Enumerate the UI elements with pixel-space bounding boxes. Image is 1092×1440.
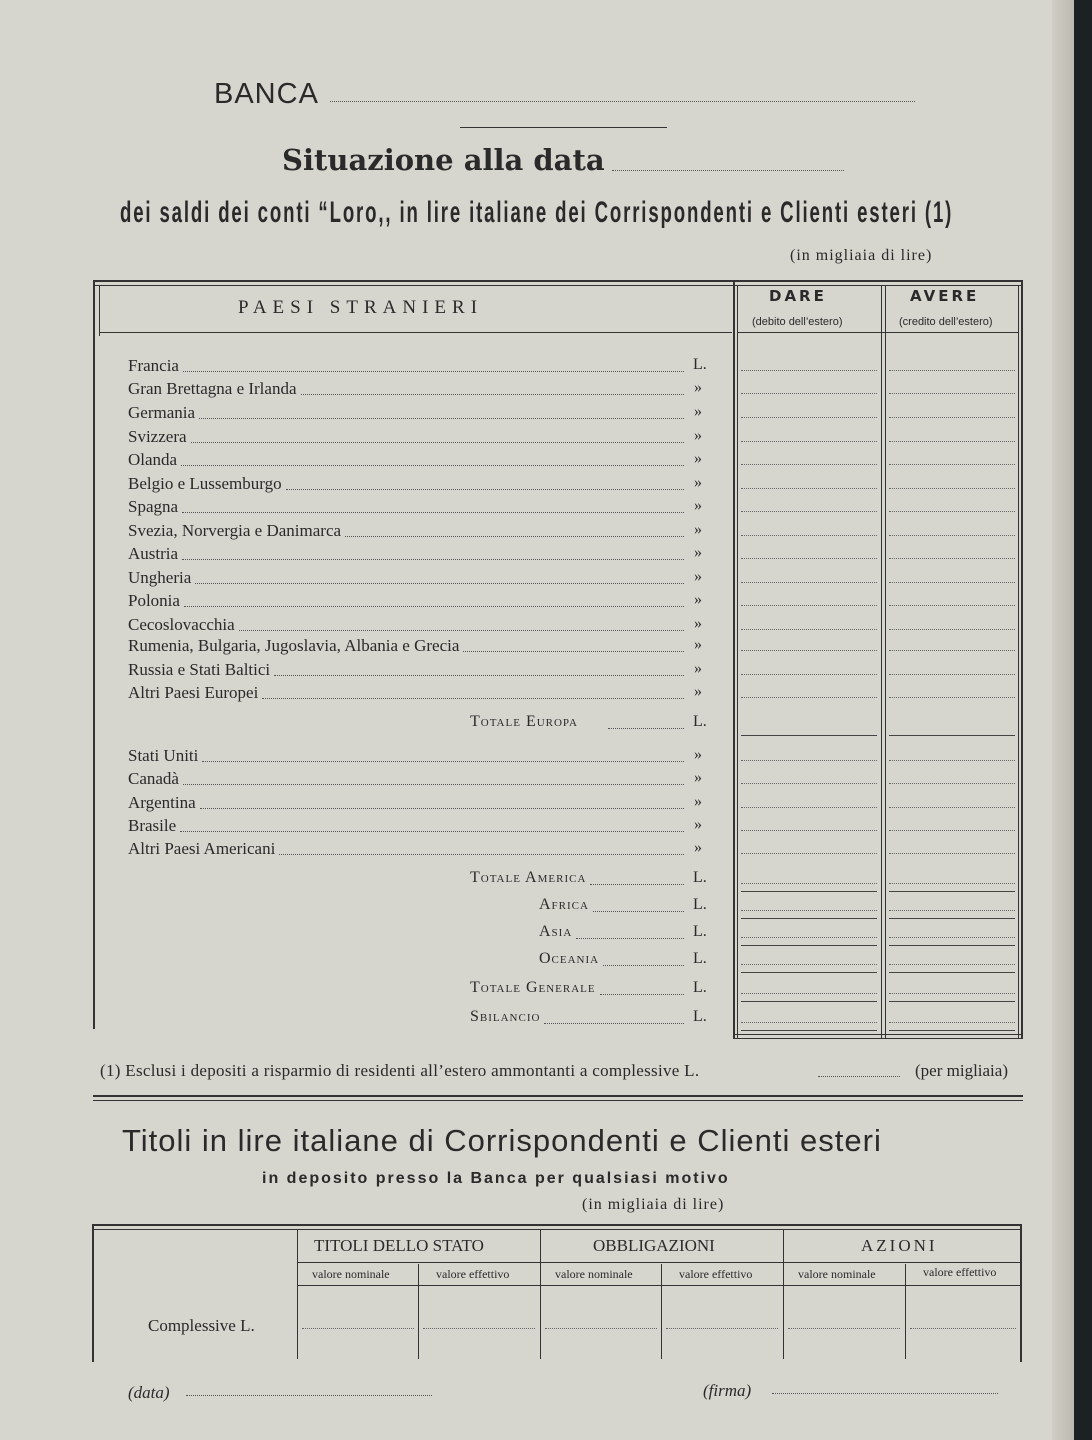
europe_rows-leader bbox=[274, 675, 684, 676]
europe_rows-leader bbox=[463, 651, 684, 652]
america_rows-label: Stati Uniti bbox=[128, 746, 199, 765]
ornament-rule bbox=[460, 127, 667, 128]
shares-nominal-header: valore nominale bbox=[798, 1267, 876, 1281]
europe_rows-dare-cell[interactable] bbox=[741, 441, 877, 442]
totals-avere-rule bbox=[889, 918, 1015, 919]
total-europe-label: Totale Europa bbox=[470, 713, 578, 730]
group-header-state: TITOLI DELLO STATO bbox=[314, 1236, 484, 1255]
europe_rows-unit: » bbox=[694, 615, 702, 632]
europe_rows-avere-cell[interactable] bbox=[889, 674, 1015, 675]
america_rows-label: Brasile bbox=[128, 816, 177, 835]
america_rows-avere-cell[interactable] bbox=[889, 830, 1015, 831]
totals-leader bbox=[590, 884, 684, 885]
europe_rows-unit: » bbox=[694, 591, 702, 608]
totals-dare-rule bbox=[741, 891, 877, 892]
europe_rows-label: Austria bbox=[128, 544, 179, 563]
state-effective-header: valore effettivo bbox=[436, 1267, 510, 1281]
america_rows-leader bbox=[202, 761, 684, 762]
total-europe-avere-cell[interactable] bbox=[889, 735, 1015, 736]
totals-leader bbox=[576, 938, 684, 939]
unit-note: (in migliaia di lire) bbox=[790, 247, 933, 264]
europe_rows-label: Svizzera bbox=[128, 427, 187, 446]
europe_rows-unit: » bbox=[694, 450, 702, 467]
europe_rows-unit: » bbox=[694, 568, 702, 585]
sign-field[interactable] bbox=[772, 1393, 998, 1394]
europe_rows-avere-cell[interactable] bbox=[889, 629, 1015, 630]
america_rows-leader bbox=[200, 808, 684, 809]
col-header-dare: DARE bbox=[769, 287, 827, 305]
america_rows-avere-cell[interactable] bbox=[889, 807, 1015, 808]
europe_rows-leader bbox=[345, 536, 684, 537]
section2-subtitle: in deposito presso la Banca per qualsiasi motivo bbox=[262, 1170, 730, 1187]
section2-title: Titoli in lire italiane di Corrispondenti e Clienti esteri bbox=[122, 1123, 882, 1158]
europe_rows-dare-cell[interactable] bbox=[741, 464, 877, 465]
totals-avere-rule bbox=[889, 891, 1015, 892]
europe_rows-avere-cell[interactable] bbox=[889, 511, 1015, 512]
europe_rows-dare-cell[interactable] bbox=[741, 582, 877, 583]
europe_rows-label: Francia bbox=[128, 356, 179, 375]
europe_rows-avere-cell[interactable] bbox=[889, 370, 1015, 371]
totals-dare-rule bbox=[741, 918, 877, 919]
footnote-amount-field[interactable] bbox=[818, 1076, 900, 1077]
america_rows-dare-cell[interactable] bbox=[741, 830, 877, 831]
america_rows-leader bbox=[183, 784, 684, 785]
europe_rows-dare-cell[interactable] bbox=[741, 650, 877, 651]
europe_rows-leader bbox=[195, 583, 684, 584]
america_rows-unit: » bbox=[694, 793, 702, 810]
america_rows-label: Argentina bbox=[128, 793, 196, 812]
section-divider bbox=[93, 1095, 1023, 1097]
shares-nominal-field[interactable] bbox=[788, 1328, 900, 1329]
europe_rows-dare-cell[interactable] bbox=[741, 535, 877, 536]
totals-label: Sbilancio bbox=[470, 1008, 541, 1025]
europe_rows-unit: L. bbox=[693, 356, 707, 373]
europe_rows-label: Svezia, Norvergia e Danimarca bbox=[128, 521, 342, 540]
shares-effective-field[interactable] bbox=[910, 1328, 1016, 1329]
totals-label: Africa bbox=[539, 896, 589, 913]
col-header-avere: AVERE bbox=[910, 287, 980, 305]
bonds-effective-field[interactable] bbox=[666, 1328, 778, 1329]
europe_rows-dare-cell[interactable] bbox=[741, 558, 877, 559]
footnote-text: (1) Esclusi i depositi a risparmio di residenti all’estero ammontanti a complessive L. bbox=[100, 1061, 700, 1080]
totals-unit: L. bbox=[693, 923, 707, 940]
totals-avere-rule bbox=[889, 945, 1015, 946]
total-europe-leader bbox=[608, 728, 684, 729]
europe_rows-dare-cell[interactable] bbox=[741, 488, 877, 489]
totals-unit: L. bbox=[693, 869, 707, 886]
europe_rows-leader bbox=[301, 394, 685, 395]
state-effective-field[interactable] bbox=[423, 1328, 535, 1329]
totals-dare-cell[interactable] bbox=[741, 993, 877, 994]
europe_rows-label: Olanda bbox=[128, 450, 178, 469]
totals-dare-cell[interactable] bbox=[741, 964, 877, 965]
america_rows-avere-cell[interactable] bbox=[889, 783, 1015, 784]
america_rows-avere-cell[interactable] bbox=[889, 853, 1015, 854]
totals-label: Asia bbox=[539, 923, 573, 940]
europe_rows-label: Spagna bbox=[128, 497, 179, 516]
totals-avere-cell[interactable] bbox=[889, 993, 1015, 994]
europe_rows-avere-cell[interactable] bbox=[889, 393, 1015, 394]
europe_rows-avere-cell[interactable] bbox=[889, 488, 1015, 489]
europe_rows-label: Polonia bbox=[128, 591, 180, 610]
europe_rows-unit: » bbox=[694, 497, 702, 514]
totals-avere-cell[interactable] bbox=[889, 883, 1015, 884]
america_rows-unit: » bbox=[694, 769, 702, 786]
europe_rows-label: Germania bbox=[128, 403, 196, 422]
europe_rows-label: Belgio e Lussemburgo bbox=[128, 474, 282, 493]
totals-dare-rule bbox=[741, 972, 877, 973]
total-europe-unit: L. bbox=[693, 713, 707, 730]
europe_rows-avere-cell[interactable] bbox=[889, 605, 1015, 606]
europe_rows-label: Cecoslovacchia bbox=[128, 615, 235, 634]
europe_rows-avere-cell[interactable] bbox=[889, 697, 1015, 698]
group-header-bonds: OBBLIGAZIONI bbox=[593, 1236, 715, 1255]
europe_rows-unit: » bbox=[694, 379, 702, 396]
totals-leader bbox=[593, 911, 684, 912]
page-edge bbox=[1052, 0, 1074, 1440]
europe_rows-label: Ungheria bbox=[128, 568, 192, 587]
america_rows-dare-cell[interactable] bbox=[741, 807, 877, 808]
europe_rows-avere-cell[interactable] bbox=[889, 650, 1015, 651]
totals-unit: L. bbox=[693, 950, 707, 967]
col-subheader-avere: (credito dell’estero) bbox=[899, 316, 993, 328]
europe_rows-dare-cell[interactable] bbox=[741, 370, 877, 371]
totals-leader bbox=[600, 994, 684, 995]
date-field[interactable] bbox=[612, 170, 844, 171]
europe_rows-dare-cell[interactable] bbox=[741, 674, 877, 675]
europe_rows-unit: » bbox=[694, 521, 702, 538]
europe_rows-dare-cell[interactable] bbox=[741, 417, 877, 418]
america_rows-label: Altri Paesi Americani bbox=[128, 839, 276, 858]
europe_rows-unit: » bbox=[694, 660, 702, 677]
footnote-suffix: (per migliaia) bbox=[915, 1061, 1008, 1080]
europe_rows-leader bbox=[182, 559, 684, 560]
totals-avere-cell[interactable] bbox=[889, 1022, 1015, 1023]
europe_rows-leader bbox=[199, 418, 684, 419]
europe_rows-unit: » bbox=[694, 636, 702, 653]
europe_rows-avere-cell[interactable] bbox=[889, 535, 1015, 536]
america_rows-dare-cell[interactable] bbox=[741, 760, 877, 761]
bonds-nominal-field[interactable] bbox=[545, 1328, 657, 1329]
section2-unit-note: (in migliaia di lire) bbox=[582, 1196, 725, 1213]
europe_rows-label: Rumenia, Bulgaria, Jugoslavia, Albania e Grecia bbox=[128, 636, 460, 655]
shares-effective-header: valore effettivo bbox=[923, 1265, 997, 1279]
totals-leader bbox=[544, 1023, 684, 1024]
group-header-shares: AZIONI bbox=[861, 1236, 938, 1255]
page-title: Situazione alla data bbox=[282, 143, 605, 177]
totals-unit: L. bbox=[693, 1008, 707, 1025]
europe_rows-dare-cell[interactable] bbox=[741, 697, 877, 698]
totals-avere-rule bbox=[889, 1001, 1015, 1002]
america_rows-unit: » bbox=[694, 746, 702, 763]
america_rows-dare-cell[interactable] bbox=[741, 783, 877, 784]
europe_rows-label: Altri Paesi Europei bbox=[128, 683, 259, 702]
europe_rows-leader bbox=[239, 630, 684, 631]
europe_rows-dare-cell[interactable] bbox=[741, 605, 877, 606]
europe_rows-leader bbox=[191, 442, 684, 443]
europe_rows-dare-cell[interactable] bbox=[741, 393, 877, 394]
totals-avere-cell[interactable] bbox=[889, 964, 1015, 965]
totals-avere-cell[interactable] bbox=[889, 910, 1015, 911]
europe_rows-leader bbox=[183, 371, 684, 372]
europe_rows-dare-cell[interactable] bbox=[741, 629, 877, 630]
america_rows-leader bbox=[180, 831, 684, 832]
totals-avere-rule bbox=[889, 1030, 1015, 1031]
europe_rows-unit: » bbox=[694, 683, 702, 700]
totals-dare-rule bbox=[741, 1030, 877, 1031]
america_rows-avere-cell[interactable] bbox=[889, 760, 1015, 761]
col-subheader-dare: (debito dell’estero) bbox=[752, 316, 843, 328]
col-header-countries: PAESI STRANIERI bbox=[238, 297, 484, 318]
date-label: (data) bbox=[128, 1383, 170, 1402]
sign-label: (firma) bbox=[703, 1381, 752, 1400]
totals-unit: L. bbox=[693, 896, 707, 913]
europe_rows-avere-cell[interactable] bbox=[889, 582, 1015, 583]
totals-dare-cell[interactable] bbox=[741, 937, 877, 938]
totals-dare-rule bbox=[741, 945, 877, 946]
america_rows-leader bbox=[279, 854, 684, 855]
america_rows-unit: » bbox=[694, 816, 702, 833]
totals-label: Oceania bbox=[539, 950, 600, 967]
bonds-nominal-header: valore nominale bbox=[555, 1267, 633, 1281]
europe_rows-avere-cell[interactable] bbox=[889, 464, 1015, 465]
europe_rows-dare-cell[interactable] bbox=[741, 511, 877, 512]
state-nominal-field[interactable] bbox=[302, 1328, 414, 1329]
europe_rows-avere-cell[interactable] bbox=[889, 558, 1015, 559]
europe_rows-label: Gran Brettagna e Irlanda bbox=[128, 379, 297, 398]
europe_rows-unit: » bbox=[694, 544, 702, 561]
totals-dare-cell[interactable] bbox=[741, 1022, 877, 1023]
europe_rows-leader bbox=[286, 489, 684, 490]
state-nominal-header: valore nominale bbox=[312, 1267, 390, 1281]
europe_rows-unit: » bbox=[694, 474, 702, 491]
europe_rows-leader bbox=[262, 698, 684, 699]
totals-avere-cell[interactable] bbox=[889, 937, 1015, 938]
totals-dare-rule bbox=[741, 1001, 877, 1002]
totals-label: Totale America bbox=[470, 869, 587, 886]
totals-dare-cell[interactable] bbox=[741, 910, 877, 911]
europe_rows-unit: » bbox=[694, 403, 702, 420]
totals-avere-rule bbox=[889, 972, 1015, 973]
totals-label: Totale Generale bbox=[470, 979, 596, 996]
totals-dare-cell[interactable] bbox=[741, 883, 877, 884]
bank-label: BANCA bbox=[214, 78, 319, 110]
europe_rows-unit: » bbox=[694, 427, 702, 444]
america_rows-label: Canadà bbox=[128, 769, 179, 788]
europe_rows-leader bbox=[182, 512, 684, 513]
page-subtitle: dei saldi dei conti “Loro,, in lire italiane dei Corrispondenti e Clienti esteri (1) bbox=[120, 196, 954, 229]
europe_rows-leader bbox=[184, 606, 684, 607]
europe_rows-avere-cell[interactable] bbox=[889, 417, 1015, 418]
europe_rows-label: Russia e Stati Baltici bbox=[128, 660, 271, 679]
total-europe-dare-cell[interactable] bbox=[741, 735, 877, 736]
europe_rows-leader bbox=[181, 465, 684, 466]
america_rows-dare-cell[interactable] bbox=[741, 853, 877, 854]
bonds-effective-header: valore effettivo bbox=[679, 1267, 753, 1281]
date-signature-field[interactable] bbox=[186, 1395, 432, 1396]
totals-unit: L. bbox=[693, 979, 707, 996]
securities-row-label: Complessive L. bbox=[148, 1316, 255, 1335]
america_rows-unit: » bbox=[694, 839, 702, 856]
europe_rows-avere-cell[interactable] bbox=[889, 441, 1015, 442]
bank-name-field[interactable] bbox=[330, 101, 915, 102]
totals-leader bbox=[603, 965, 684, 966]
